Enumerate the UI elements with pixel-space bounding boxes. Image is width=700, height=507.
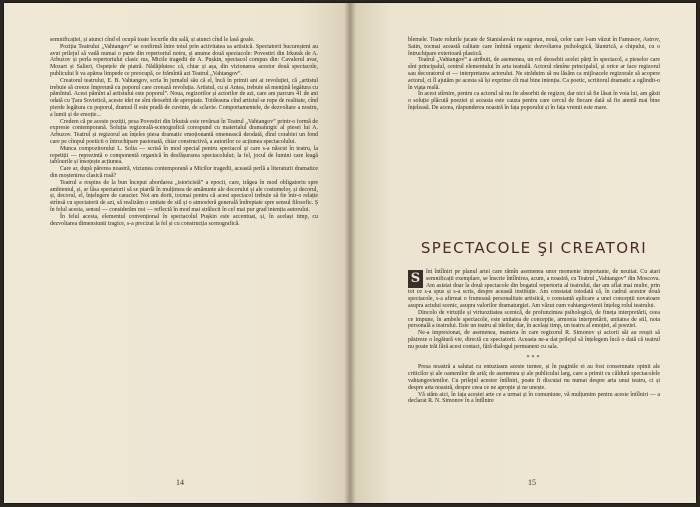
paragraph: Teatrul „Vahtangov” a atribuit, de asemenea, un rol deosebit acelei părți în spectacol, a pieselor care sînt principalul, centrul elementului în arta teatrală. Actorul rămîne principalul, și orice ar face regizorul sau decoratorul ei — interpretarea actorului. Ne străduim să nu lăsăm ca mijloacele regizorale să acopere actorul, ci îl ajutăm pe acesta să își exprime cît mai bine intenția. Ca poetic, scriitorul dramatic a oglindit-o în viața reală. (408, 57, 660, 91)
paragraph-text: înt întîlniri pe planul artei care rămîn asemenea unor momente importante, de neuitat. Cu atari semnificații exemplare, se înscrie întîlnirea, acum, a noastră, cu Teatrul „Vahtangov” din Moscova. Am asistat doar la două spectacole din bogatul repertoriu al teatrului, dar am aflat mai multe, prin tot ce s-a spus și s-a scris, despre această instituție. Am constatat totodată că, în cadrul acestor două spectacole, s-a afirmat o frumoasă personalitate artistică, o constantă aplicare a unei concepții novatoare asupra actului scenic, asupra valorilor dramaturgiei. Am văzut cum vahtangovienii înțeleg rolul teatrului. (408, 269, 660, 309)
paragraph (408, 269, 660, 310)
page-number-left: 14 (176, 478, 184, 487)
paragraph: Credem că pe aceste poziții, pesa Povestiri din Irkutsk este revărsat în Teatrul „Vahtangov” printr-o formă de expresie contemporană. Soluția regizorală-scenografică corespund cu materialul dramaturgic al piesei lui A. Arbuzov. Teatrul și regizorul au înțeles piesa dramatic emoționantă omenească deodată, dînd corabiei un fond care pe cîmpul poeticii o întruchipare pasionată, chiar constructivă, a autorilor ce acțiunea spectacolului. (50, 118, 318, 145)
paragraph: Munca compozitorului L. Solta — scrisă în mod special pentru spectacol și care s-a născut în teatru, la repetiții — reprezintă o componentă organică în desfășurarea spectacolului; la fel, jocul de lumini care leagă tablourile și însoțește acțiunea. (50, 145, 318, 166)
paragraph: Presa noastră a salutat cu entuziasm aceste turnee, și în paginile ei au fost consemnate opinii ale criticilor și ale oamenilor de artă; de asemenea și ale publicului larg, care a primit cu căldură spectacolele vahtangovienilor. Cu prilejul acestor întîlniri, poate fi discutat nu numai despre arta unui teatru, ci și despre arta noastră, despre ceea ce ne apropie și ne unește. (408, 364, 660, 391)
paragraph: Dincolo de virtuțile și virtuozitatea scenică, de profunzimea psihologică, de fineța interpretării, ceea ce impune, în ambele spectacole, este unitatea de concepție, armonia interpretării, unitatea de stil, nota personală a teatrului. Este un teatru al ideilor, dar, în același timp, un teatru al emoției, al poeziei. (408, 309, 660, 330)
open-book-spread (4, 3, 696, 503)
drop-cap: S (408, 270, 423, 288)
paragraph: blemele. Toate rolurile jucate de Stanislavski ne sugerau, nouă, celor care l-am văzut în Famusov, Astrov, Satin, tocmai această calitate care îmbină organic dezvoltarea psihologică, lăuntrică, a chipului, cu o întruchipare exterioară plastică. (408, 37, 660, 57)
paragraph: Teatrul a respins de la bun început abordarea „istoricistă” a epocii, care, trăgea în mod obligatoriu spre ambientul, și, ar lăsa spectatorii să se piardă în mulțimea de amănunte ale decorului și ale costumelor, și decorul, și, decorul, el, înțelegere de caracter. Noi am dorit, tocmai pentru că acest spectacol trebuie să fie într-o relație strînsă cu spectatorii de azi, să realizăm o unitate de stil și o atmosferă generală îndreptate spre sensul filosofic. Ș în felul acesta, sensul — considerăm noi — reflectă în mod mai strălucit în cel mai pur grad intenția autorului. (50, 179, 318, 213)
paragraph: Poziția Teatrului „Vahtangov” se confirmă între totul prin activitatea sa artistică. Spectatorii bucureșteni au avut prilejul să vadă numai o parte din repertoriul notru, și anume două spectacole: Povestiri din Irkutsk de A. Arbuzov și perla repertoriului clasic rus, Micile tragedii de A. Pușkin, spectacol compus din: Cavalerul avar, Mozart și Salieri, Ospețele de piatră. Nădăjduiesc că, chiar și așa, din vizionarea acestor două spectacole, publicului îi va apărea limpede ce preocupă, ce frămîntă azi Teatrul „Vahtangov”. (50, 43, 318, 77)
right-page (350, 3, 696, 503)
paragraph: Vă stăm aici, în fața acestei arte ce a urmat și în comuniune, vă mulțumim pentru aceste întîlniri — a declarat R. N. Simonov în a întîlnire (408, 391, 660, 405)
article-title: SPECTACOLE ŞI CREATORI (420, 239, 648, 257)
paragraph: Ne-a impresionat, de asemenea, maniera în care regizorul R. Simonov și actorii săi au reușit să păstreze o legătură vie, directă cu spectatorii. Aceasta ne-a dat prilejul să înțelegem încă o dată că teatrul nu poate trăi fără acest contact, fără dialogul permanent cu sala. (408, 330, 660, 350)
paragraph: În felul acesta, elementul convențional în spectacolul Pușkin este accentuat, și, în același timp, cu dezvoltarea dimensiunii tragice, s-a precizat la fel și cu construcția scenografică. (50, 213, 318, 227)
left-page (4, 3, 350, 503)
section-divider-stars: *** (526, 354, 542, 361)
page-number-right: 15 (528, 478, 536, 487)
paragraph: În acest stîrnire, pentru ca actorul să nu fie absorbit de regizor, dar nici să fie lăsat în voia lui, am găsit o soluție plăcută poeziei și aceasta este cauza pentru care cercul de fiecare dată să fie atentă mai bine înțeleasă. De aceea, răspunderea noastră în fața poporului și în fața vremii este mare. (408, 91, 660, 111)
paragraph: Care ar, după părerea noastră, viziunea contemporană a Micilor tragedii, această perlă a literaturii dramatice din moștenirea clasică rusă? (50, 166, 318, 179)
paragraph: Creatorul teatrului, E. B. Vahtangov, scria în jurnalul său că el, încă în primii ani ai revoluției, că „artistul trebuie să creeze împreună cu poporul care creează revoluția. Artistul, cu și Antea, trebuie să mențină legătura cu pămîntul. Acest pămînt al artistului este poporul”. Noua, regizorilor și actorilor de azi, care am parcurs 41 de ani odată cu Țara Sovietică, aceste idei ne sînt deosebit de apropiate. Totdeauna cînd artistul se rupe de realitate, cînd pierde legătura cu poporul, dramul îl este pradă de cuvinte, de sclavie. Comportamentele, de dezvoltare a nostru, a lumii și de emoție... (50, 77, 318, 118)
article-body (408, 269, 660, 405)
book-gutter (344, 3, 356, 503)
right-page-top-text (408, 37, 660, 112)
paragraph: semnificației, și atunci cînd el ocupă toate locurile din sală, și atunci cînd le lasă goale. (50, 37, 255, 43)
left-page-text-column (50, 37, 318, 227)
